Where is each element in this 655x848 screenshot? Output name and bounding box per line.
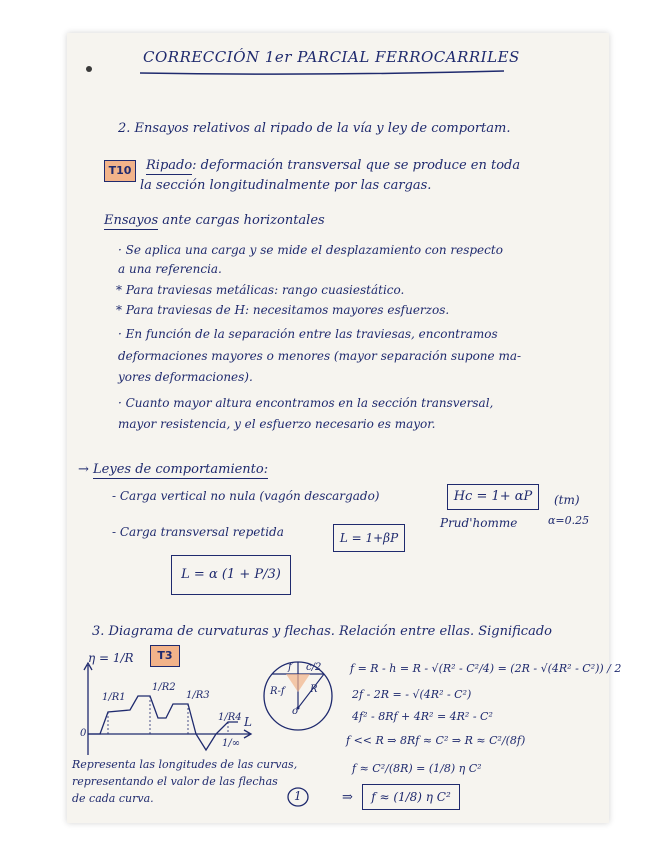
inf-label: 1/∞ (222, 738, 241, 749)
section3-heading: 3. Diagrama de curvaturas y flechas. Relación entre ellas. Significado (92, 624, 552, 639)
axis-zero-label: 0 (80, 728, 87, 739)
leyes-heading (78, 462, 268, 477)
ripado-definition-line1 (146, 158, 520, 173)
bullet-5: deformaciones mayores o menores (mayor separación supone ma- (118, 349, 522, 363)
leyes-item2: - Carga transversal repetida (112, 525, 284, 539)
ripado-def-1: : deformación transversal que se produce en toda (192, 158, 521, 173)
tag-t3: T3 (150, 645, 180, 667)
leyes-title: Leyes de comportamiento: (93, 462, 269, 477)
peak-label-r2: 1/R2 (152, 682, 176, 693)
caption-line0: Representa las longitudes de las curvas, (72, 758, 298, 771)
circle-label-r: R (310, 684, 318, 695)
final-arrow: ⇒ (342, 790, 353, 805)
caption-line1: representando el valor de las flechas (72, 775, 278, 788)
formula-repeated-load: L = 1+βP (333, 524, 405, 552)
bullet-0: · Se aplica una carga y se mide el desplazamiento con respecto (118, 243, 503, 257)
title-underline (138, 70, 508, 76)
peak-label-r3: 1/R3 (186, 690, 210, 701)
ensayos-rest: ante cargas horizontales (162, 213, 325, 228)
bullet-8: mayor resistencia, y el esfuerzo necesario es mayor. (118, 417, 436, 431)
leyes-arrow: → (78, 462, 89, 477)
bullet-1: a una referencia. (118, 262, 222, 276)
bullet-2: * Para traviesas metálicas: rango cuasiestático. (116, 283, 405, 297)
caption-line2: de cada curva. (72, 792, 154, 805)
alpha-value: α=0.25 (548, 514, 590, 527)
section2-heading: 2. Ensayos relativos al ripado de la vía y ley de comportam. (118, 121, 511, 136)
equation-3: f << R ⇒ 8Rf ≈ C² ⇒ R ≈ C²/(8f) (346, 734, 526, 747)
author-prudhomme: Prud'homme (440, 516, 518, 530)
axis-l-label: L (244, 715, 252, 729)
peak-label-r1: 1/R1 (102, 692, 126, 703)
unit-tm: (tm) (554, 493, 580, 507)
equation-2: 4f² - 8Rf + 4R² = 4R² - C² (352, 710, 493, 723)
ripado-label: Ripado (146, 158, 193, 173)
page-number: 1 (294, 789, 302, 803)
circle-label-c2: c/2 (306, 662, 322, 673)
ensayos-label: Ensayos (104, 213, 159, 228)
circle-label-r-minus-f: R-f (270, 686, 285, 697)
bullet-3: * Para traviesas de H: necesitamos mayores esfuerzos. (116, 303, 450, 317)
ensayos-heading (104, 213, 325, 228)
equation-1: 2f - 2R = - √(4R² - C²) (352, 688, 472, 701)
ripado-def-2: la sección longitudinalmente por las cargas. (140, 178, 432, 193)
eta-label: η = 1/R (88, 651, 134, 665)
leyes-item1: - Carga vertical no nula (vagón descargado) (112, 489, 380, 503)
circle-label-o: o (292, 706, 299, 717)
circle-label-f: f (288, 662, 292, 673)
bullet-7: · Cuanto mayor altura encontramos en la sección transversal, (118, 396, 494, 410)
bullet-6: yores deformaciones). (118, 370, 253, 384)
equation-4: f ≈ C²/(8R) = (1/8) η C² (352, 762, 482, 775)
final-equation: f ≈ (1/8) η C² (362, 784, 460, 810)
tag-t10: T10 (104, 160, 136, 182)
bullet-4: · En función de la separación entre las traviesas, encontramos (118, 327, 498, 341)
binder-hole (86, 66, 92, 72)
formula-prudhomme: Hc = 1+ αP (447, 484, 539, 510)
formula-l-alpha: L = α (1 + P/3) (171, 555, 291, 595)
peak-label-r4: 1/R4 (218, 712, 242, 723)
equation-0: f = R - h = R - √(R² - C²/4) = (2R - √(4R² - C²)) / 2 (350, 662, 622, 675)
page-title: CORRECCIÓN 1er PARCIAL FERROCARRILES (143, 48, 520, 66)
